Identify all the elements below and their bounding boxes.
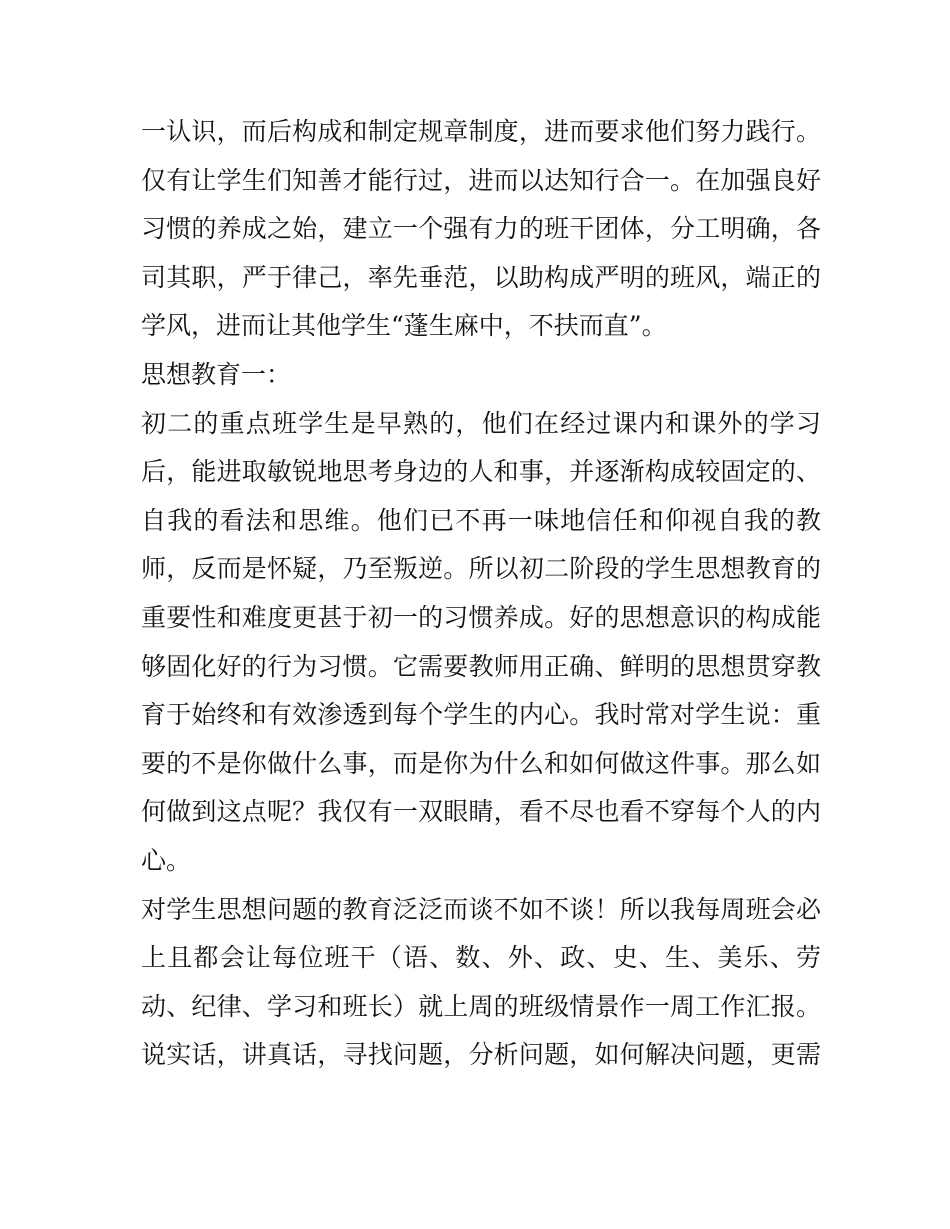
text-line: 说实话，讲真话，寻找问题，分析问题，如何解决问题，更需 <box>141 1040 821 1070</box>
text-line: 对学生思想问题的教育泛泛而谈不如不谈！所以我每周班会必 <box>141 894 821 924</box>
text-line: 初二的重点班学生是早熟的，他们在经过课内和课外的学习 <box>141 408 821 438</box>
text-line: 后，能进取敏锐地思考身边的人和事，并逐渐构成较固定的、 <box>141 457 821 487</box>
text-line: 育于始终和有效渗透到每个学生的内心。我时常对学生说：重 <box>141 700 821 730</box>
text-line: 习惯的养成之始，建立一个强有力的班干团体，分工明确，各 <box>141 214 821 244</box>
text-line: 司其职，严于律己，率先垂范，以助构成严明的班风，端正的 <box>141 262 821 292</box>
text-line: 一认识，而后构成和制定规章制度，进而要求他们努力践行。 <box>141 117 821 146</box>
text-line: 何做到这点呢？我仅有一双眼睛，看不尽也看不穿每个人的内 <box>141 797 821 827</box>
text-line: 学风，进而让其他学生“蓬生麻中，不扶而直”。 <box>141 311 667 341</box>
section-heading: 思想教育一： <box>141 359 292 389</box>
text-line: 上且都会让每位班干（语、数、外、政、史、生、美乐、劳 <box>141 943 821 973</box>
text-line: 要的不是你做什么事，而是你为什么和如何做这件事。那么如 <box>141 748 821 778</box>
text-line: 师，反而是怀疑，乃至叛逆。所以初二阶段的学生思想教育的 <box>141 554 821 584</box>
text-line: 够固化好的行为习惯。它需要教师用正确、鲜明的思想贯穿教 <box>141 651 821 681</box>
text-line: 重要性和难度更甚于初一的习惯养成。好的思想意识的构成能 <box>141 602 821 632</box>
text-line: 自我的看法和思维。他们已不再一味地信任和仰视自我的教 <box>141 505 821 535</box>
text-line: 仅有让学生们知善才能行过，进而以达知行合一。在加强良好 <box>141 165 821 195</box>
body-text <box>141 108 821 1080</box>
text-line: 心。 <box>141 845 192 875</box>
text-line: 动、纪律、学习和班长）就上周的班级情景作一周工作汇报。 <box>141 991 821 1021</box>
